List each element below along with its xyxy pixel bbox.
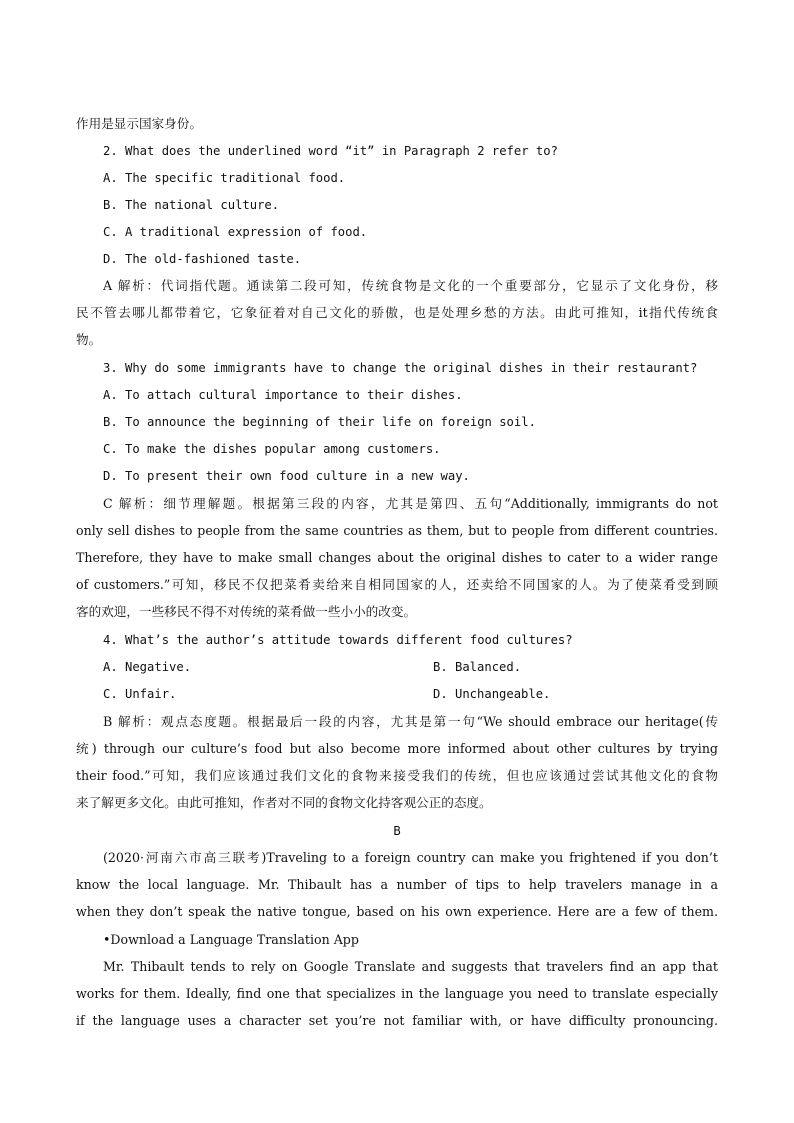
text-line: 作用是显示国家身份。 bbox=[76, 116, 202, 131]
option-c: C. Unfair. bbox=[103, 687, 177, 701]
answer-explanation: B 解析：观点态度题。根据最后一段的内容，尤其是第一句“We should embrace our heritage(传 bbox=[103, 714, 718, 729]
answer-explanation: 统) through our culture’s food but also become more informed about other cultures by trying bbox=[76, 741, 718, 756]
option-d: D. To present their own food culture in a new way. bbox=[103, 469, 470, 483]
answer-explanation: only sell dishes to people from the same countries as them, but to people from different countries. bbox=[76, 523, 718, 538]
option-a: A. Negative. bbox=[103, 660, 192, 674]
answer-explanation: their food.”可知，我们应该通过我们文化的食物来接受我们的传统，但也应该通过尝试其他文化的食物 bbox=[76, 768, 718, 783]
option-d: D. Unchangeable. bbox=[433, 687, 551, 701]
passage-subheading: •Download a Language Translation App bbox=[103, 932, 359, 947]
answer-explanation: 物。 bbox=[76, 332, 102, 347]
option-b: B. The national culture. bbox=[103, 198, 280, 212]
answer-explanation: 来了解更多文化。由此可推知，作者对不同的食物文化持客观公正的态度。 bbox=[76, 795, 492, 810]
option-b: B. To announce the beginning of their life on foreign soil. bbox=[103, 415, 536, 429]
passage-paragraph: (2020·河南六市高三联考)Traveling to a foreign country can make you frightened if you don’t bbox=[103, 850, 718, 865]
option-c: C. To make the dishes popular among customers. bbox=[103, 442, 441, 456]
passage-paragraph: Mr. Thibault tends to rely on Google Translate and suggests that travelers find an app that bbox=[103, 959, 718, 974]
answer-explanation: 客的欢迎，一些移民不得不对传统的菜肴做一些小小的改变。 bbox=[76, 604, 417, 619]
answer-explanation: 民不管去哪儿都带着它，它象征着对自己文化的骄傲，也是处理乡愁的方法。由此可推知，it指代传统食 bbox=[76, 305, 718, 320]
question-3: 3. Why do some immigrants have to change the original dishes in their restaurant? bbox=[103, 361, 698, 375]
section-heading: B bbox=[393, 824, 401, 838]
option-b: B. Balanced. bbox=[433, 660, 522, 674]
question-2: 2. What does the underlined word “it” in Paragraph 2 refer to? bbox=[103, 144, 558, 158]
answer-explanation: Therefore, they have to make small changes about the original dishes to cater to a wider range bbox=[76, 550, 718, 565]
answer-explanation: C 解析：细节理解题。根据第三段的内容，尤其是第四、五句“Additionally, immigrants do not bbox=[103, 496, 718, 511]
option-a: A. The specific traditional food. bbox=[103, 171, 346, 185]
option-c: C. A traditional expression of food. bbox=[103, 225, 368, 239]
passage-paragraph: know the local language. Mr. Thibault has a number of tips to help travelers manage in a bbox=[76, 877, 718, 892]
option-a: A. To attach cultural importance to their dishes. bbox=[103, 388, 463, 402]
passage-paragraph: if the language uses a character set you’re not familiar with, or have difficulty pronouncing. bbox=[76, 1013, 718, 1028]
answer-explanation: A 解析：代词指代题。通读第二段可知，传统食物是文化的一个重要部分，它显示了文化身份，移 bbox=[103, 278, 718, 293]
question-4: 4. What’s the author’s attitude towards different food cultures? bbox=[103, 633, 573, 647]
answer-explanation: of customers.”可知，移民不仅把菜肴卖给来自相同国家的人，还卖给不同国家的人。为了使菜肴受到顾 bbox=[76, 577, 718, 592]
passage-paragraph: when they don’t speak the native tongue, based on his own experience. Here are a few of them. bbox=[76, 904, 718, 919]
option-d: D. The old-fashioned taste. bbox=[103, 252, 302, 266]
passage-paragraph: works for them. Ideally, find one that specializes in the language you need to translate especially bbox=[76, 986, 718, 1001]
